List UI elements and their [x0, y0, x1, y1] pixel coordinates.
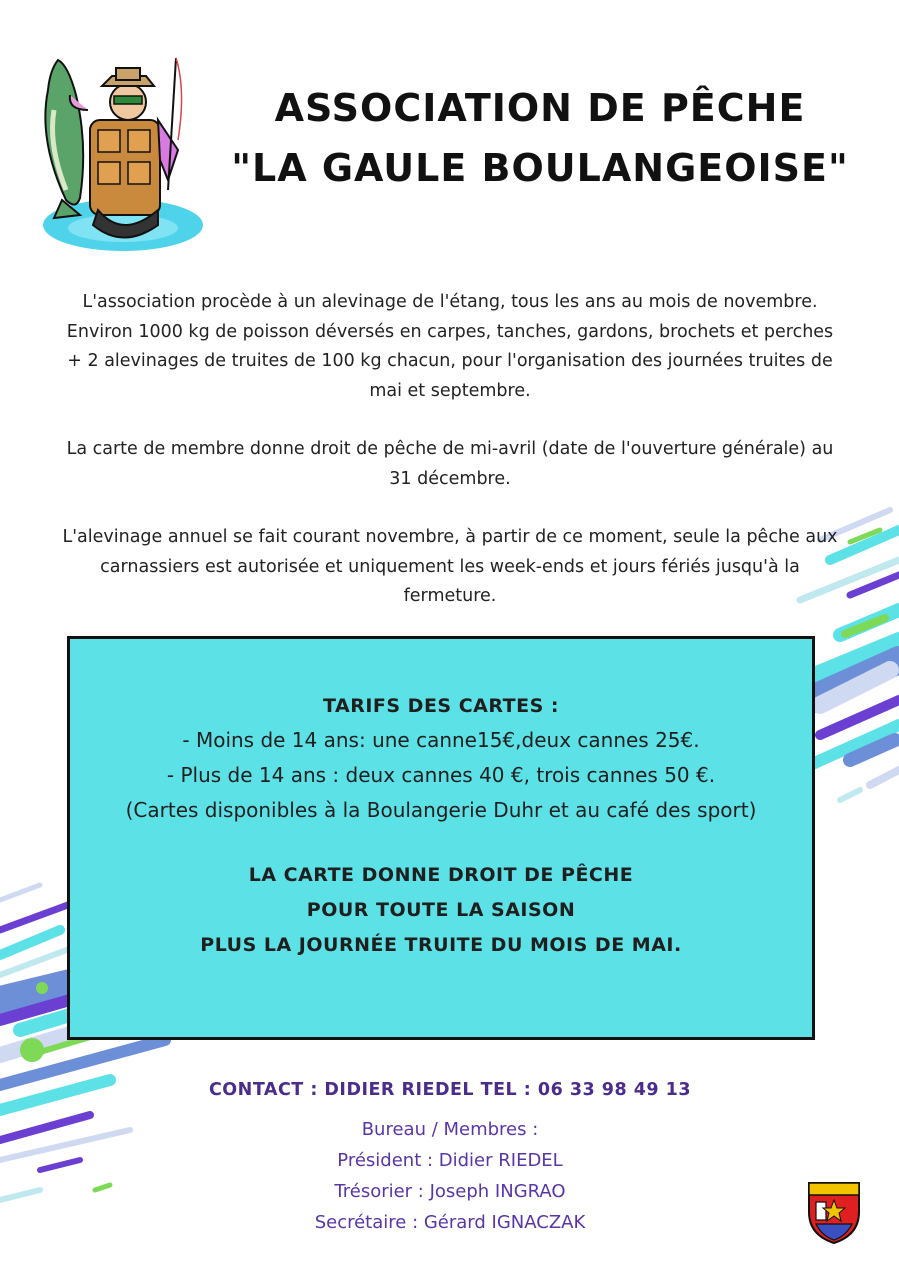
tarifs-box — [67, 636, 815, 1040]
tarif-line-over-14: - Plus de 14 ans : deux cannes 40 €, trois cannes 50 €. — [166, 763, 716, 787]
contact-line: CONTACT : DIDIER RIEDEL TEL : 06 33 98 49 13 — [208, 1080, 692, 1100]
intro-section — [60, 288, 840, 641]
season-notice-2: POUR TOUTE LA SAISON — [306, 899, 576, 921]
coat-of-arms-icon — [806, 1180, 862, 1246]
intro-paragraph-3: L'alevinage annuel se fait courant novembre, à partir de ce moment, seule la pêche aux carnassiers est autorisée et uniquement les week-ends et jours fériés jusqu'à la fermeture. — [62, 527, 838, 606]
season-notice-1: LA CARTE DONNE DROIT DE PÊCHE — [248, 864, 634, 886]
tarif-line-under-14: - Moins de 14 ans: une canne15€,deux cannes 25€. — [182, 728, 700, 752]
bureau-title: Bureau / Membres : — [361, 1119, 539, 1140]
fisherman-logo-icon — [28, 50, 203, 255]
bureau-section — [200, 1114, 700, 1238]
tarif-availability: (Cartes disponibles à la Boulangerie Duhr et au café des sport) — [125, 798, 757, 822]
spacer — [70, 828, 812, 858]
tarifs-heading: TARIFS DES CARTES : — [323, 695, 559, 717]
season-notice-3: PLUS LA JOURNÉE TRUITE DU MOIS DE MAI. — [200, 934, 682, 956]
bureau-tresorier: Trésorier : Joseph INGRAO — [334, 1181, 566, 1202]
title-line-1: ASSOCIATION DE PÊCHE — [274, 86, 806, 130]
intro-paragraph-1: L'association procède à un alevinage de l'étang, tous les ans au mois de novembre. Environ 1000 kg de poisson déversés en carpes, tanches, gardons, brochets et perches + 2 alevinages de truites de 100 kg chacun, pour l'organisation des journées truites de mai et septembre. — [66, 292, 834, 401]
bureau-secretaire: Secrétaire : Gérard IGNACZAK — [314, 1212, 586, 1233]
bureau-president: Président : Didier RIEDEL — [337, 1150, 563, 1171]
title-line-2: "LA GAULE BOULANGEOISE" — [231, 146, 849, 190]
intro-paragraph-2: La carte de membre donne droit de pêche de mi-avril (date de l'ouverture générale) au 31 décembre. — [66, 439, 834, 489]
page-title — [210, 78, 870, 198]
